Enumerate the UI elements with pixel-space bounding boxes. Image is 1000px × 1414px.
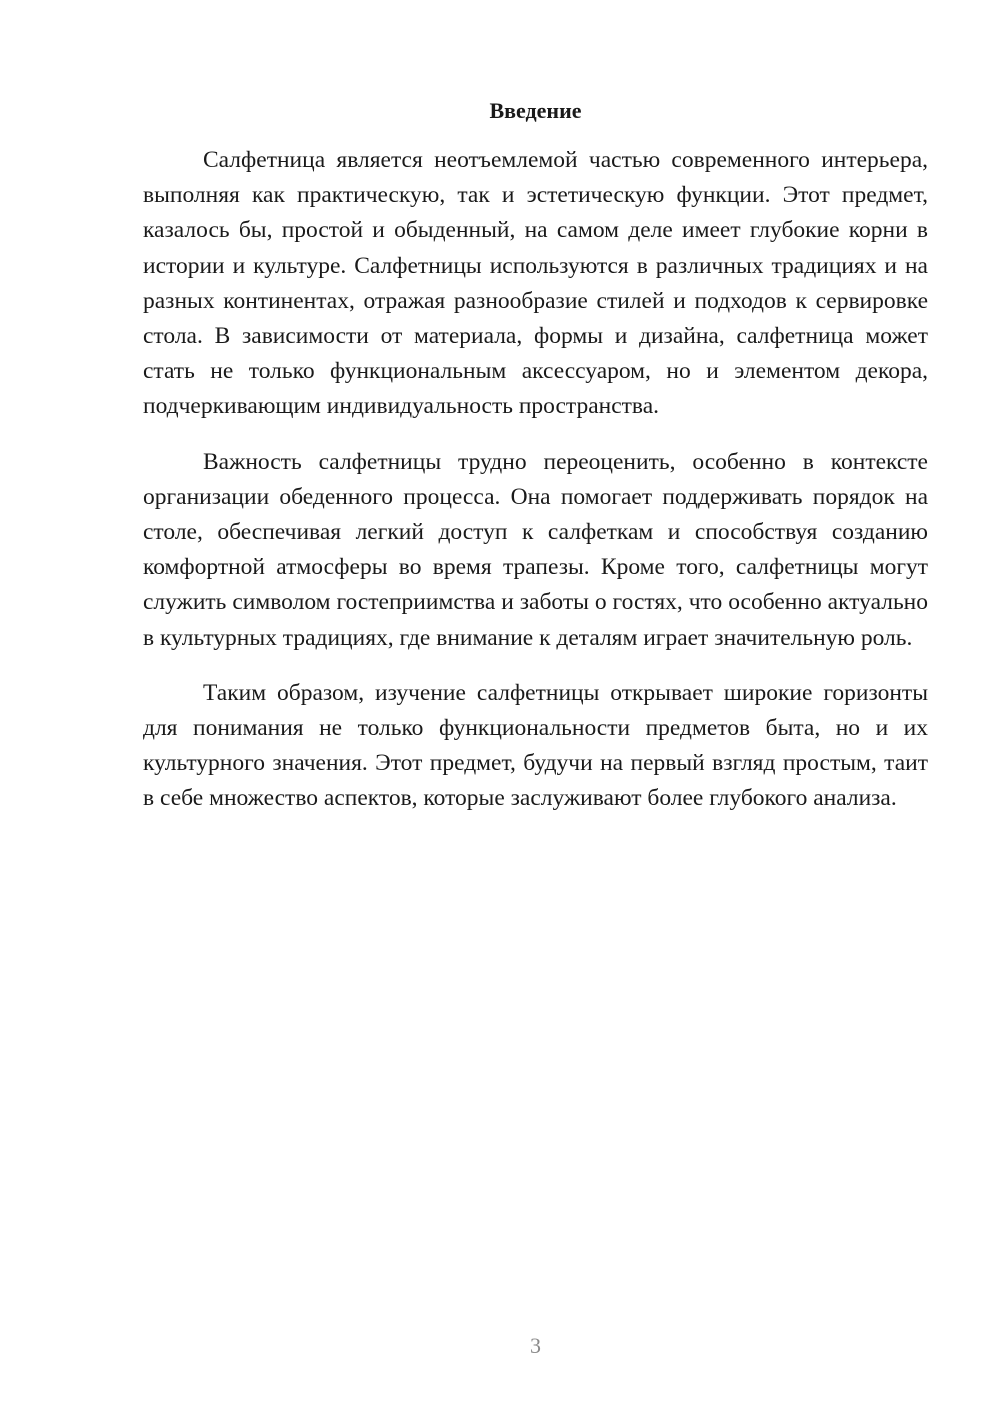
- paragraph-2: Важность салфетницы трудно переоценить, особенно в контексте организации обеденного процесса. Она помогает поддерживать порядок на столе, обеспечивая легкий доступ к салфеткам и способствуя созданию комфортной атмосферы во время трапезы. Кроме того, салфетницы могут служить символом гостеприимства и заботы о гостях, что особенно актуально в культурных традициях, где внимание к деталям играет значительную роль.: [143, 448, 928, 651]
- paragraph-1: Салфетница является неотъемлемой частью современного интерьера, выполняя как практическую, так и эстетическую функции. Этот предмет, казалось бы, простой и обыденный, на самом деле имеет глубокие корни в истории и культуре. Салфетницы используются в различных традициях и на разных континентах, отражая разнообразие стилей и подходов к сервировке стола. В зависимости от материала, формы и дизайна, салфетница может стать не только функциональным аксессуаром, но и элементом декора, подчеркивающим индивидуальность пространства.: [143, 147, 928, 420]
- paragraph-3: Таким образом, изучение салфетницы открывает широкие горизонты для понимания не только функциональности предметов быта, но и их культурного значения. Этот предмет, будучи на первый взгляд простым, таит в себе множество аспектов, которые заслуживают более глубокого анализа.: [143, 679, 928, 812]
- body-text: [143, 143, 928, 837]
- section-title: Введение: [489, 98, 582, 123]
- page-number: 3: [530, 1333, 541, 1358]
